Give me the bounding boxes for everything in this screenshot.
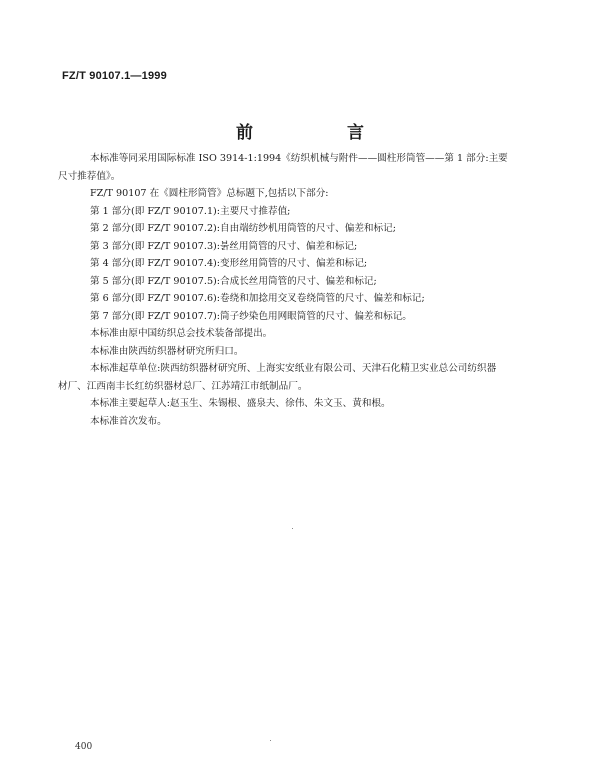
paragraph-line: 第 3 部分(即 FZ/T 90107.3):붉丝用筒管的尺寸、偏差和标记;	[90, 240, 358, 252]
paragraph	[74, 325, 554, 343]
paragraph	[74, 395, 554, 413]
paragraph	[74, 290, 554, 308]
paragraph-line: 第 6 部分(即 FZ/T 90107.6):卷绕和加捻用交叉卷绕筒管的尺寸、偏差和标记;	[90, 293, 425, 304]
paragraph	[74, 203, 554, 221]
page-number: 400	[75, 742, 93, 752]
paragraph	[74, 413, 554, 431]
paragraph-line: 第 7 部分(即 FZ/T 90107.7):筒子纱染色用网眼筒管的尺寸、偏差和标记。	[90, 310, 412, 322]
paragraph-line: 本标准起草单位:陕西纺织器材研究所、上海实安纸业有限公司、天津石化精卫实业总公司纺织器	[90, 363, 497, 374]
paragraph-line: 第 1 部分(即 FZ/T 90107.1):主要尺寸推荐值;	[90, 205, 291, 217]
scan-speck	[292, 528, 293, 529]
paragraph-continuation-line: 材厂、江西南丰长红纺织器材总厂、江苏靖江市纸制品厂。	[58, 380, 308, 392]
standard-code: FZ/T 90107.1—1999	[62, 70, 167, 82]
paragraph	[74, 343, 554, 361]
paragraph-line: 本标准由原中国纺织总会技术装备部提出。	[90, 328, 273, 339]
document-body	[58, 150, 554, 430]
paragraph	[74, 185, 554, 203]
scan-speck	[270, 740, 271, 741]
paragraph-line: 本标准等同采用国际标准 ISO 3914-1:1994《纺织机械与附件——圆柱形筒管——第 1 部分:主要	[90, 153, 508, 164]
paragraph-line: 本标准主要起草人:赵玉生、朱锡根、盛泉夫、徐伟、朱文玉、黄和根。	[90, 398, 391, 409]
paragraph	[74, 308, 554, 326]
paragraph	[74, 255, 554, 273]
paragraph	[74, 220, 554, 238]
paragraph-line: 本标准由陕西纺织器材研究所归口。	[90, 345, 244, 357]
paragraph	[74, 273, 554, 291]
paragraph-line: 第 4 部分(即 FZ/T 90107.4):变形丝用筒管的尺寸、偏差和标记;	[90, 258, 368, 269]
page-title: 前 言	[236, 123, 408, 143]
paragraph-line: 第 2 部分(即 FZ/T 90107.2):自由端纺纱机用筒管的尺寸、偏差和标记;	[90, 223, 396, 234]
paragraph	[74, 238, 554, 256]
paragraph	[58, 150, 554, 185]
paragraph-line: 第 5 部分(即 FZ/T 90107.5):合成长丝用筒管的尺寸、偏差和标记;	[90, 275, 377, 287]
paragraph-continuation-line: 尺寸推荐值》。	[58, 170, 121, 182]
paragraph-line: 本标准首次发布。	[90, 415, 167, 427]
paragraph-line: FZ/T 90107 在《圆柱形筒管》总标题下,包括以下部分:	[90, 188, 329, 199]
paragraph	[58, 360, 554, 395]
